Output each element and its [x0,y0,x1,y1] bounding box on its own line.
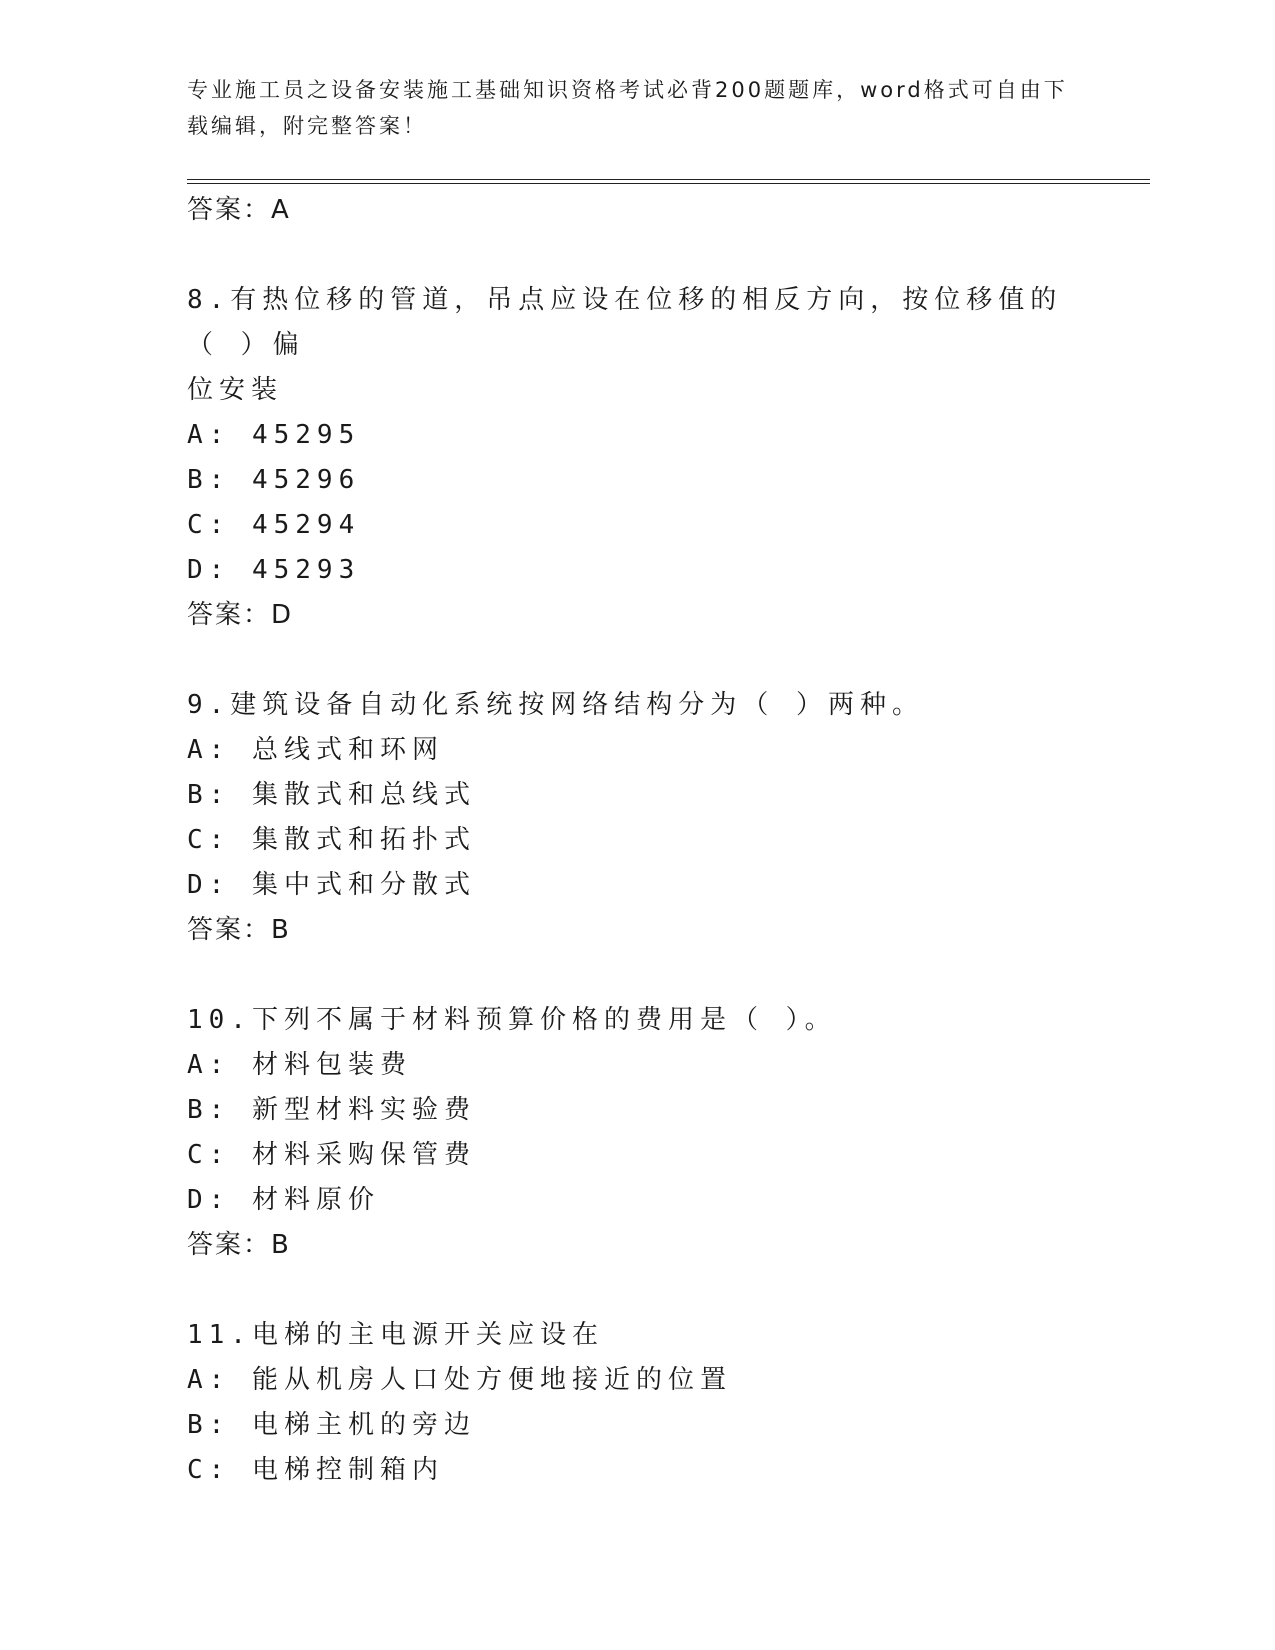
document-header-title: 专业施工员之设备安装施工基础知识资格考试必背200题题库，word格式可自由下载编辑，附完整答案！ [187,78,1068,138]
question-text: 11.电梯的主电源开关应设在 [187,1320,604,1350]
question-text-continued: 位安装 [187,375,284,405]
answer-block-7 [187,188,1087,233]
option-d: D: 集中式和分散式 [187,870,476,900]
option-d: D: 45293 [187,555,361,585]
option-a: A: 材料包装费 [187,1050,412,1080]
question-text: 8.有热位移的管道，吊点应设在位移的相反方向，按位移值的（ ）偏 [187,285,1063,360]
spacer [187,1268,1087,1313]
option-c: C: 电梯控制箱内 [187,1455,444,1485]
option-c: C: 材料采购保管费 [187,1140,476,1170]
answer-label: 答案：B [187,1230,291,1260]
option-b: B: 45296 [187,465,361,495]
question-10 [187,998,1087,1268]
option-d: D: 材料原价 [187,1185,380,1215]
question-8 [187,278,1087,638]
document-body [187,188,1087,1493]
option-a: A: 45295 [187,420,361,450]
spacer [187,953,1087,998]
header-divider [187,179,1150,184]
option-a: A: 总线式和环网 [187,735,444,765]
option-b: B: 集散式和总线式 [187,780,476,810]
option-b: B: 新型材料实验费 [187,1095,476,1125]
spacer [187,638,1087,683]
answer-label: 答案：D [187,600,294,630]
question-11 [187,1313,1087,1493]
question-text: 10.下列不属于材料预算价格的费用是（ ）。 [187,1005,837,1035]
spacer [187,233,1087,278]
question-9 [187,683,1087,953]
option-c: C: 集散式和拓扑式 [187,825,476,855]
answer-label: 答案：A [187,195,291,225]
option-c: C: 45294 [187,510,361,540]
option-b: B: 电梯主机的旁边 [187,1410,476,1440]
answer-label: 答案：B [187,915,291,945]
question-text: 9.建筑设备自动化系统按网络结构分为（ ）两种。 [187,690,924,720]
option-a: A: 能从机房人口处方便地接近的位置 [187,1365,732,1395]
